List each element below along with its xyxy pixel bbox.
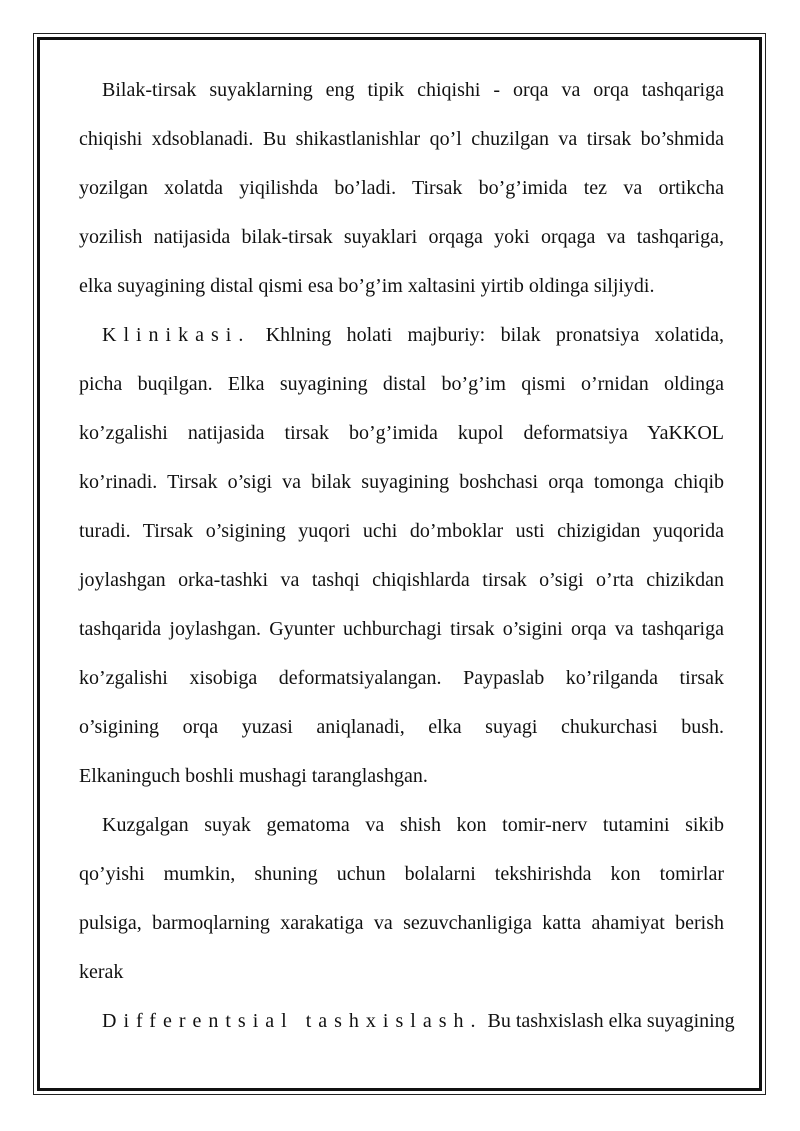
text-line: Kuzgalgan suyak gematoma va shish kon tomir-nerv tutamini sikib bbox=[102, 814, 724, 836]
section-heading-klinikasi: Klinikasi. bbox=[102, 324, 251, 346]
text-line: qo’yishi mumkin, shuning uchun bolalarni tekshirishda kon tomirlar bbox=[79, 863, 724, 885]
text-line: pulsiga, barmoqlarning xarakatiga va sezuvchanligiga katta ahamiyat berish bbox=[79, 912, 724, 934]
text-line: kerak bbox=[79, 961, 124, 983]
text-line: yozilgan xolatda yiqilishda bo’ladi. Tirsak bo’g’imida tez va ortikcha bbox=[79, 177, 724, 199]
text-line: joylashgan orka-tashki va tashqi chiqishlarda tirsak o’sigi o’rta chizikdan bbox=[79, 569, 724, 591]
text-line: o’sigining orqa yuzasi aniqlanadi, elka suyagi chukurchasi bush. bbox=[79, 716, 724, 738]
text-line bbox=[79, 997, 735, 1046]
text-line: Elkaninguch boshli mushagi taranglashgan. bbox=[79, 765, 428, 787]
text-line: chiqishi xdsoblanadi. Bu shikastlanishlar qo’l chuzilgan va tirsak bo’shmida bbox=[79, 128, 724, 150]
text-line: picha buqilgan. Elka suyagining distal bo’g’im qismi o’rnidan oldinga bbox=[79, 373, 724, 395]
heading-continuation: Bu tashxislash elka suyagining bbox=[482, 1010, 735, 1032]
text-line: ko’zgalishi natijasida tirsak bo’g’imida kupol deformatsiya YaKKOL bbox=[79, 422, 724, 444]
paragraph-4 bbox=[79, 997, 735, 1046]
text-line bbox=[79, 311, 724, 360]
heading-continuation: Khlning holati majburiy: bilak pronatsiya xolatida, bbox=[250, 324, 724, 346]
paragraph-2 bbox=[79, 311, 724, 801]
paragraph-1 bbox=[79, 66, 724, 311]
paragraph-3 bbox=[79, 801, 724, 997]
document-body bbox=[79, 66, 735, 1046]
text-line: Bilak-tirsak suyaklarning eng tipik chiqishi - orqa va orqa tashqariga bbox=[102, 79, 724, 101]
text-line: ko’zgalishi xisobiga deformatsiyalangan. Paypaslab ko’rilganda tirsak bbox=[79, 667, 724, 689]
section-heading-differentsial-tashxislash: Differentsial tashxislash. bbox=[102, 1010, 483, 1032]
text-line: yozilish natijasida bilak-tirsak suyaklari orqaga yoki orqaga va tashqariga, bbox=[79, 226, 724, 248]
text-line: elka suyagining distal qismi esa bo’g’im xaltasini yirtib oldinga siljiydi. bbox=[79, 275, 655, 297]
text-line: ko’rinadi. Tirsak o’sigi va bilak suyagining boshchasi orqa tomonga chiqib bbox=[79, 471, 724, 493]
text-line: turadi. Tirsak o’sigining yuqori uchi do’mboklar usti chizigidan yuqorida bbox=[79, 520, 724, 542]
text-line: tashqarida joylashgan. Gyunter uchburchagi tirsak o’sigini orqa va tashqariga bbox=[79, 618, 724, 640]
